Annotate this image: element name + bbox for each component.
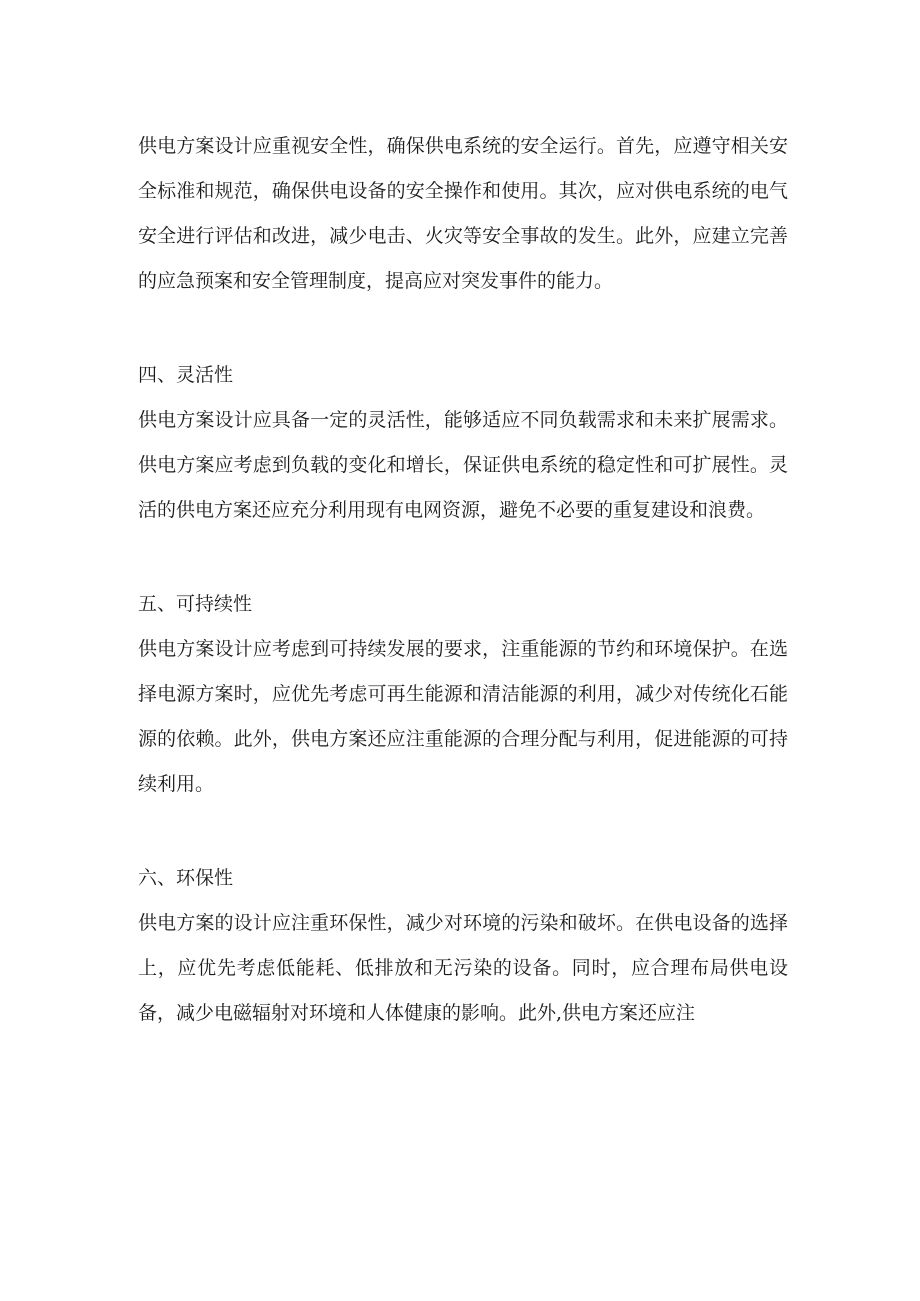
section-spacer [138,533,788,582]
intro-paragraph: 供电方案设计应重视安全性，确保供电系统的安全运行。首先，应遵守相关安全标准和规范，确保供电设备的安全操作和使用。其次，应对供电系统的电气安全进行评估和改进，减少电击、火灾等安全事故的发生。此外，应建立完善的应急预案和安全管理制度，提高应对突发事件的能力。 [138,135,788,292]
section-heading-sustainability: 五、可持续性 [138,593,253,615]
section-body-flexibility: 供电方案设计应具备一定的灵活性，能够适应不同负载需求和未来扩展需求。供电方案应考虑到负载的变化和增长，保证供电系统的稳定性和可扩展性。灵活的供电方案还应充分利用现有电网资源，避免不必要的重复建设和浪费。 [138,409,788,521]
section-body-environmental: 供电方案的设计应注重环保性，减少对环境的污染和破坏。在供电设备的选择上，应优先考虑低能耗、低排放和无污染的设备。同时，应合理布局供电设备，减少电磁辐射对环境和人体健康的影响。此外,供电方案还应注 [138,912,788,1024]
section-spacer [138,807,788,856]
section-heading-environmental: 六、环保性 [138,867,234,889]
section-body-sustainability: 供电方案设计应考虑到可持续发展的要求，注重能源的节约和环境保护。在选择电源方案时，应优先考虑可再生能源和清洁能源的利用，减少对传统化石能源的依赖。此外，供电方案还应注重能源的合理分配与利用，促进能源的可持续利用。 [138,638,788,795]
section-spacer [138,304,788,353]
section-heading-flexibility: 四、灵活性 [138,364,234,386]
document-content [138,124,788,1036]
